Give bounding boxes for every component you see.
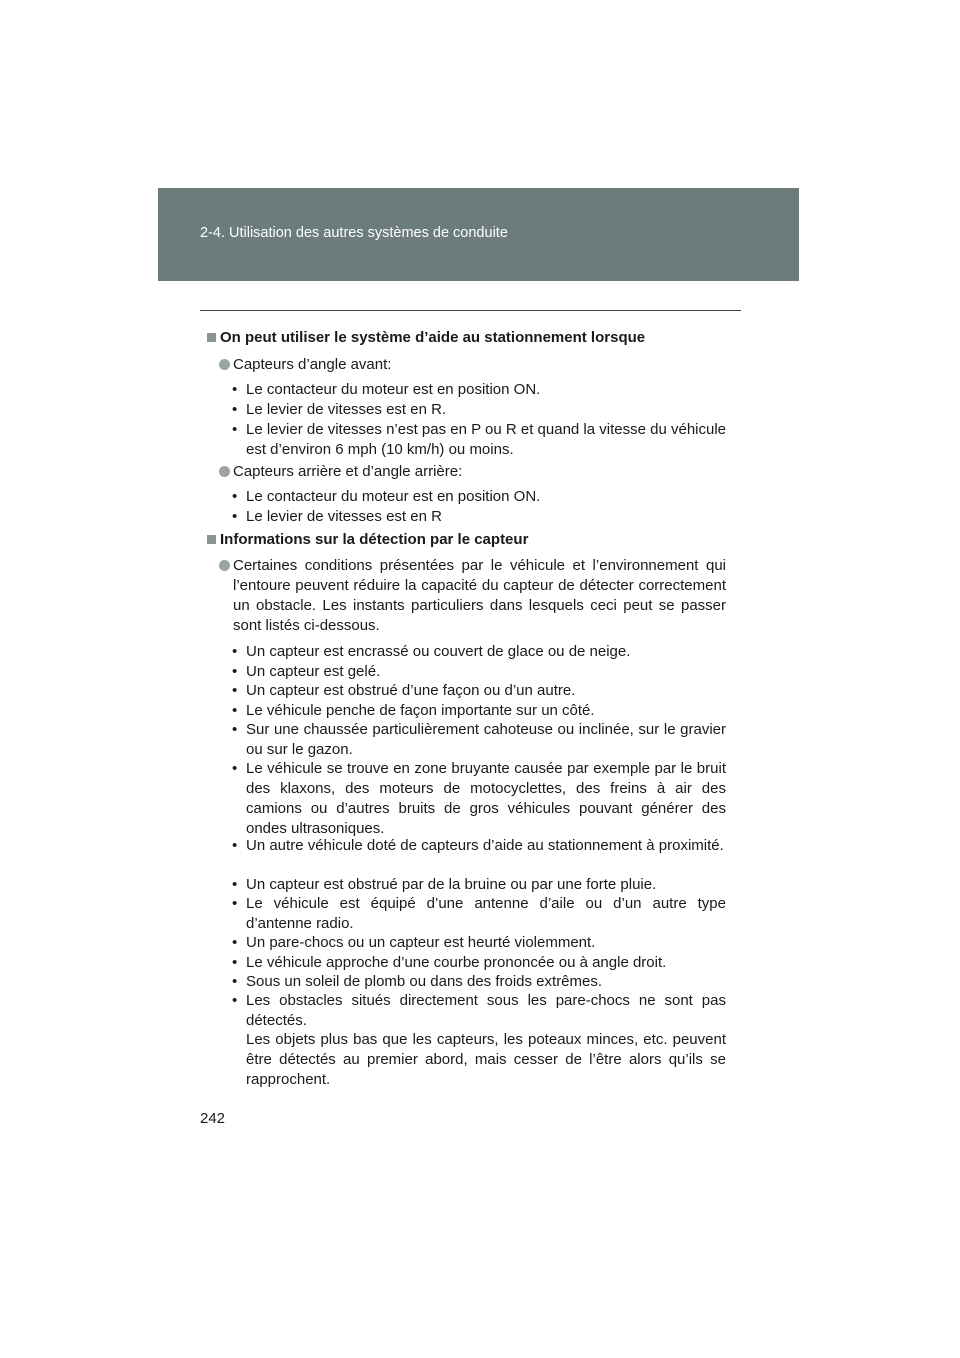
list-item (232, 420, 726, 460)
list-item-text: Un autre véhicule doté de capteurs d’aide au stationnement à proximité. (246, 837, 724, 854)
list-item (232, 991, 726, 1031)
list-item (232, 662, 726, 682)
circle-bullet-icon (219, 466, 230, 477)
square-bullet-icon (207, 333, 216, 342)
list-item-text: Un capteur est obstrué par de la bruine ou par une forte pluie. (246, 876, 657, 893)
list-item-text: Le véhicule penche de façon importante sur un côté. (246, 702, 595, 719)
list-item-text: Un capteur est encrassé ou couvert de glace ou de neige. (246, 643, 631, 660)
list-item (232, 487, 726, 507)
dot-bullet-icon: • (232, 702, 238, 719)
dot-bullet-icon: • (232, 421, 238, 438)
section-heading-text: Informations sur la détection par le capteur (220, 531, 529, 548)
dot-bullet-icon: • (232, 682, 238, 699)
list-item (232, 720, 726, 760)
section-heading (207, 530, 528, 550)
list-item-text: Un capteur est gelé. (246, 663, 381, 680)
dot-bullet-icon: • (232, 992, 238, 1009)
dot-bullet-icon: • (232, 508, 238, 525)
dot-bullet-icon: • (232, 837, 238, 854)
list-item-text: Les obstacles situés directement sous les pare-chocs ne sont pas détectés. (246, 992, 726, 1029)
list-item (232, 759, 726, 839)
section-heading (207, 328, 645, 348)
dot-bullet-icon: • (232, 954, 238, 971)
square-bullet-icon (207, 535, 216, 544)
dot-bullet-icon: • (232, 895, 238, 912)
list-item (232, 681, 726, 701)
list-item-text: Le véhicule approche d’une courbe prononcée ou à angle droit. (246, 954, 667, 971)
dot-bullet-icon: • (232, 401, 238, 418)
list-item-text: Un capteur est obstrué d’une façon ou d’un autre. (246, 682, 576, 699)
list-item-text: Sur une chaussée particulièrement cahoteuse ou inclinée, sur le gravier ou sur le gazon. (246, 721, 726, 758)
bullet-item (219, 462, 726, 482)
list-item (232, 642, 726, 662)
list-item-continuation: Les objets plus bas que les capteurs, les poteaux minces, etc. peuvent être détectés au premier abord, mais cesser de l’être alors qu’ils se rapprochent. (246, 1031, 726, 1088)
bullet-item (219, 556, 726, 636)
dot-bullet-icon: • (232, 721, 238, 738)
dot-bullet-icon: • (232, 643, 238, 660)
list-item-text: Un pare-chocs ou un capteur est heurté violemment. (246, 934, 596, 951)
list-item-text: Le contacteur du moteur est en position ON. (246, 488, 541, 505)
list-item (232, 972, 726, 992)
bullet-text: Certaines conditions présentées par le véhicule et l’environnement qui l’entoure peuvent réduire la capacité du capteur de détecter correctement un obstacle. Les instants particuliers dans lesquels ceci peut se passer sont listés ci-dessous. (233, 557, 726, 634)
divider-rule (200, 310, 741, 311)
list-item-text: Le levier de vitesses n’est pas en P ou R et quand la vitesse du véhicule est d’environ 6 mph (10 km/h) ou moins. (246, 421, 727, 458)
list-item (232, 701, 726, 721)
circle-bullet-icon (219, 560, 230, 571)
section-header-band (158, 188, 799, 281)
list-item (232, 953, 726, 973)
bullet-text: Capteurs d’angle avant: (233, 356, 392, 373)
page-number: 242 (200, 1110, 226, 1127)
list-item (232, 933, 726, 953)
list-item-text: Le véhicule est équipé d’une antenne d’aile ou d’un autre type d’antenne radio. (246, 895, 726, 932)
bullet-item (219, 355, 726, 375)
dot-bullet-icon: • (232, 488, 238, 505)
dot-bullet-icon: • (232, 934, 238, 951)
list-item-text: Le levier de vitesses est en R. (246, 401, 447, 418)
list-item-text: Le véhicule se trouve en zone bruyante causée par exemple par le bruit des klaxons, des moteurs de motocyclettes, des freins à air des camions ou d’autres bruits de gros véhicules pouvant générer des ondes ultrasoniques. (246, 760, 726, 837)
dot-bullet-icon: • (232, 876, 238, 893)
section-heading-text: On peut utiliser le système d’aide au stationnement lorsque (220, 329, 646, 346)
list-item (232, 894, 726, 934)
section-title: 2-4. Utilisation des autres systèmes de conduite (200, 225, 508, 241)
dot-bullet-icon: • (232, 760, 238, 777)
list-item (232, 380, 726, 400)
list-item (232, 400, 726, 420)
circle-bullet-icon (219, 359, 230, 370)
list-item (232, 875, 726, 895)
dot-bullet-icon: • (232, 663, 238, 680)
dot-bullet-icon: • (232, 973, 238, 990)
bullet-text: Capteurs arrière et d’angle arrière: (233, 463, 463, 480)
dot-bullet-icon: • (232, 381, 238, 398)
list-item-text: Sous un soleil de plomb ou dans des froids extrêmes. (246, 973, 603, 990)
list-item (232, 507, 726, 527)
list-item-text: Le levier de vitesses est en R (246, 508, 442, 525)
list-item (232, 836, 726, 856)
list-item-text: Le contacteur du moteur est en position ON. (246, 381, 541, 398)
